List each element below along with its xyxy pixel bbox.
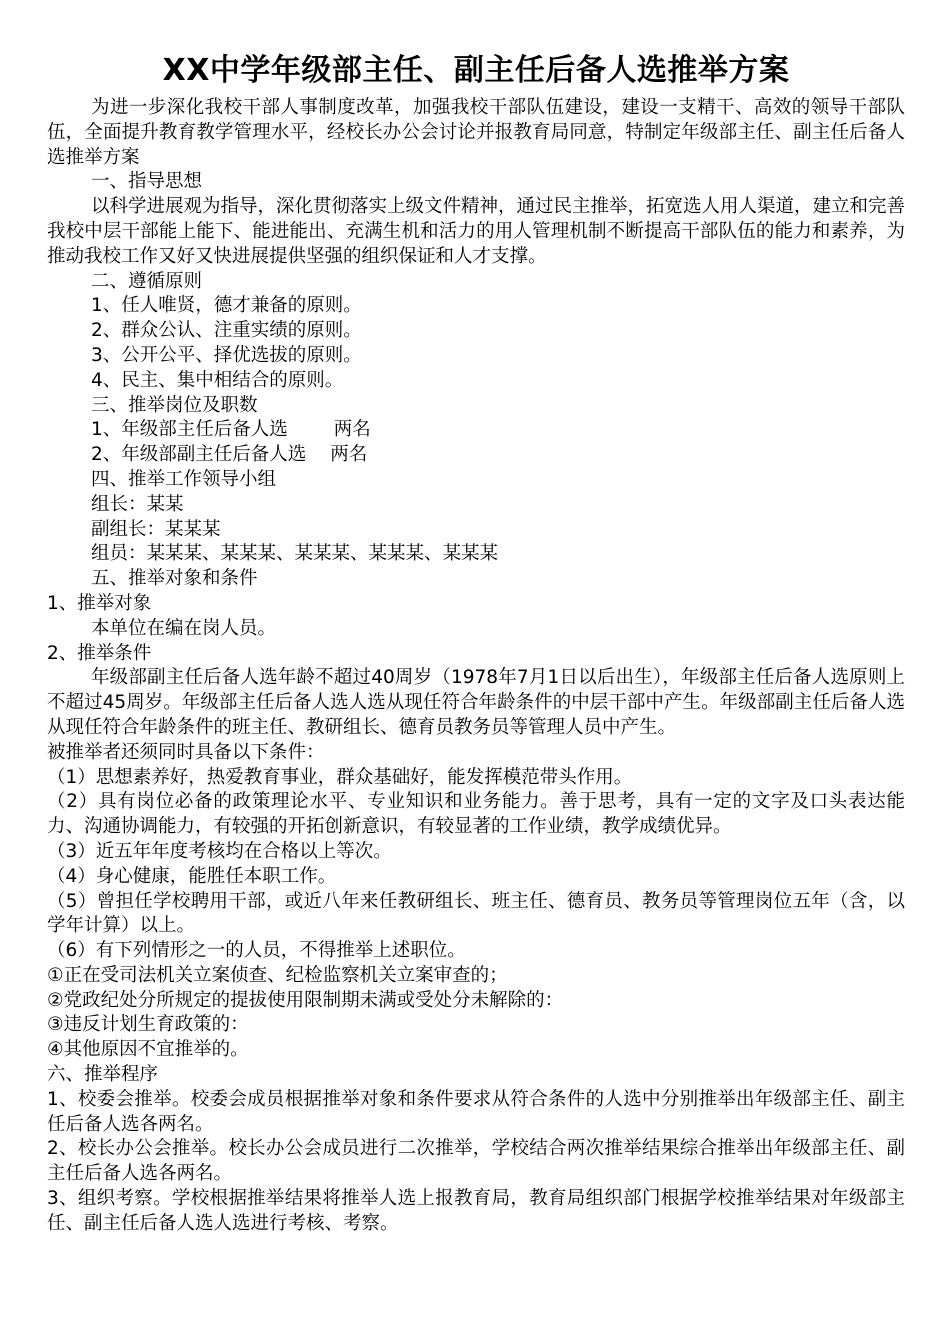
section-2-heading: 二、遵循原则 xyxy=(91,270,203,292)
post-name: 2、年级部副主任后备人选 xyxy=(91,444,307,466)
conditions-lead: 被推举者还须同时具备以下条件： xyxy=(47,741,325,763)
procedure-step: 2、校长办公会推举。校长办公会成员进行二次推举，学校结合两次推举结果综合推举出年级部主任、副主任后备人选各两名。 xyxy=(47,1138,905,1185)
condition-item: （5）曾担任学校聘用干部，或近八年来任教研组长、班主任、德育员、教务员等管理岗位五年（含，以学年计算）以上。 xyxy=(47,890,905,937)
document-title: XX中学年级部主任、副主任后备人选推举方案 xyxy=(162,53,790,88)
condition-item: （4）身心健康，能胜任本职工作。 xyxy=(47,865,337,887)
principle-item: 1、任人唯贤，德才兼备的原则。 xyxy=(91,295,362,317)
section-1-body: 以科学进展观为指导，深化贯彻落实上级文件精神，通过民主推举，拓宽选人用人渠道，建立和完善我校中层干部能上能下、能进能出、充满生机和活力的用人管理机制不断提高干部队伍的能力和素养，为推动我校工作又好又快进展提供坚强的组织保证和人才支撑。 xyxy=(47,196,906,267)
document-page xyxy=(47,50,905,1237)
condition-item: （6）有下列情形之一的人员，不得推举上述职位。 xyxy=(47,940,466,962)
subsection-5-1-body: 本单位在编在岗人员。 xyxy=(91,617,277,639)
section-3-heading: 三、推举岗位及职数 xyxy=(91,394,258,416)
condition-item: （3）近五年年度考核均在合格以上等次。 xyxy=(47,840,392,862)
exclusion-item: ③违反计划生育政策的： xyxy=(47,1014,249,1036)
post-count: 两名 xyxy=(330,444,368,466)
group-members: 组员：某某某、某某某、某某某、某某某、某某某 xyxy=(91,543,499,565)
group-leader: 组长：某某 xyxy=(91,493,184,515)
section-5-heading: 五、推举对象和条件 xyxy=(91,568,258,590)
section-1-heading: 一、指导思想 xyxy=(91,171,203,193)
intro-paragraph: 为进一步深化我校干部人事制度改革，加强我校干部队伍建设，建设一支精干、高效的领导干部队伍，全面提升教育教学管理水平，经校长办公会讨论并报教育局同意，特制定年级部主任、副主任后备人选推举方案 xyxy=(47,97,905,168)
exclusion-item: ④其他原因不宜推举的。 xyxy=(47,1039,249,1061)
procedure-step: 1、校委会推举。校委会成员根据推举对象和条件要求从符合条件的人选中分别推举出年级部主任、副主任后备人选各两名。 xyxy=(47,1088,905,1135)
section-4-heading: 四、推举工作领导小组 xyxy=(91,468,277,490)
post-name: 1、年级部主任后备人选 xyxy=(91,419,288,441)
condition-item: （2）具有岗位必备的政策理论水平、专业知识和业务能力。善于思考，具有一定的文字及口头表达能力、沟通协调能力，有较强的开拓创新意识，有较显著的工作业绩，教学成绩优异。 xyxy=(47,791,905,838)
exclusion-item: ②党政纪处分所规定的提拔使用限制期未满或受处分未解除的： xyxy=(47,989,564,1011)
group-deputy-leader: 副组长：某某某 xyxy=(91,518,221,540)
exclusion-item: ①正在受司法机关立案侦查、纪检监察机关立案审查的； xyxy=(47,964,508,986)
procedure-step: 3、组织考察。学校根据推举结果将推举人选上报教育局，教育局组织部门根据学校推举结果对年级部主任、副主任后备人选人选进行考核、考察。 xyxy=(47,1188,905,1234)
subsection-5-1-heading: 1、推举对象 xyxy=(47,592,152,614)
principle-item: 3、公开公平、择优选拔的原则。 xyxy=(91,344,362,366)
post-count: 两名 xyxy=(333,419,371,441)
subsection-5-2-body: 年级部副主任后备人选年龄不超过40周岁（1978年7月1日以后出生），年级部主任后备人选原则上不超过45周岁。年级部主任后备人选人选从现任符合年龄条件的中层干部中产生。年级部副主任后备人选从现任符合年龄条件的班主任、教研组长、德育员教务员等管理人员中产生。 xyxy=(47,667,905,738)
section-6-heading: 六、推举程序 xyxy=(47,1064,159,1086)
post-row xyxy=(47,443,905,468)
principle-item: 2、群众公认、注重实绩的原则。 xyxy=(91,320,362,342)
condition-item: （1）思想素养好，热爱教育事业，群众基础好，能发挥模范带头作用。 xyxy=(47,766,633,788)
post-row xyxy=(47,418,905,443)
subsection-5-2-heading: 2、推举条件 xyxy=(47,642,152,664)
principle-item: 4、民主、集中相结合的原则。 xyxy=(91,369,344,391)
